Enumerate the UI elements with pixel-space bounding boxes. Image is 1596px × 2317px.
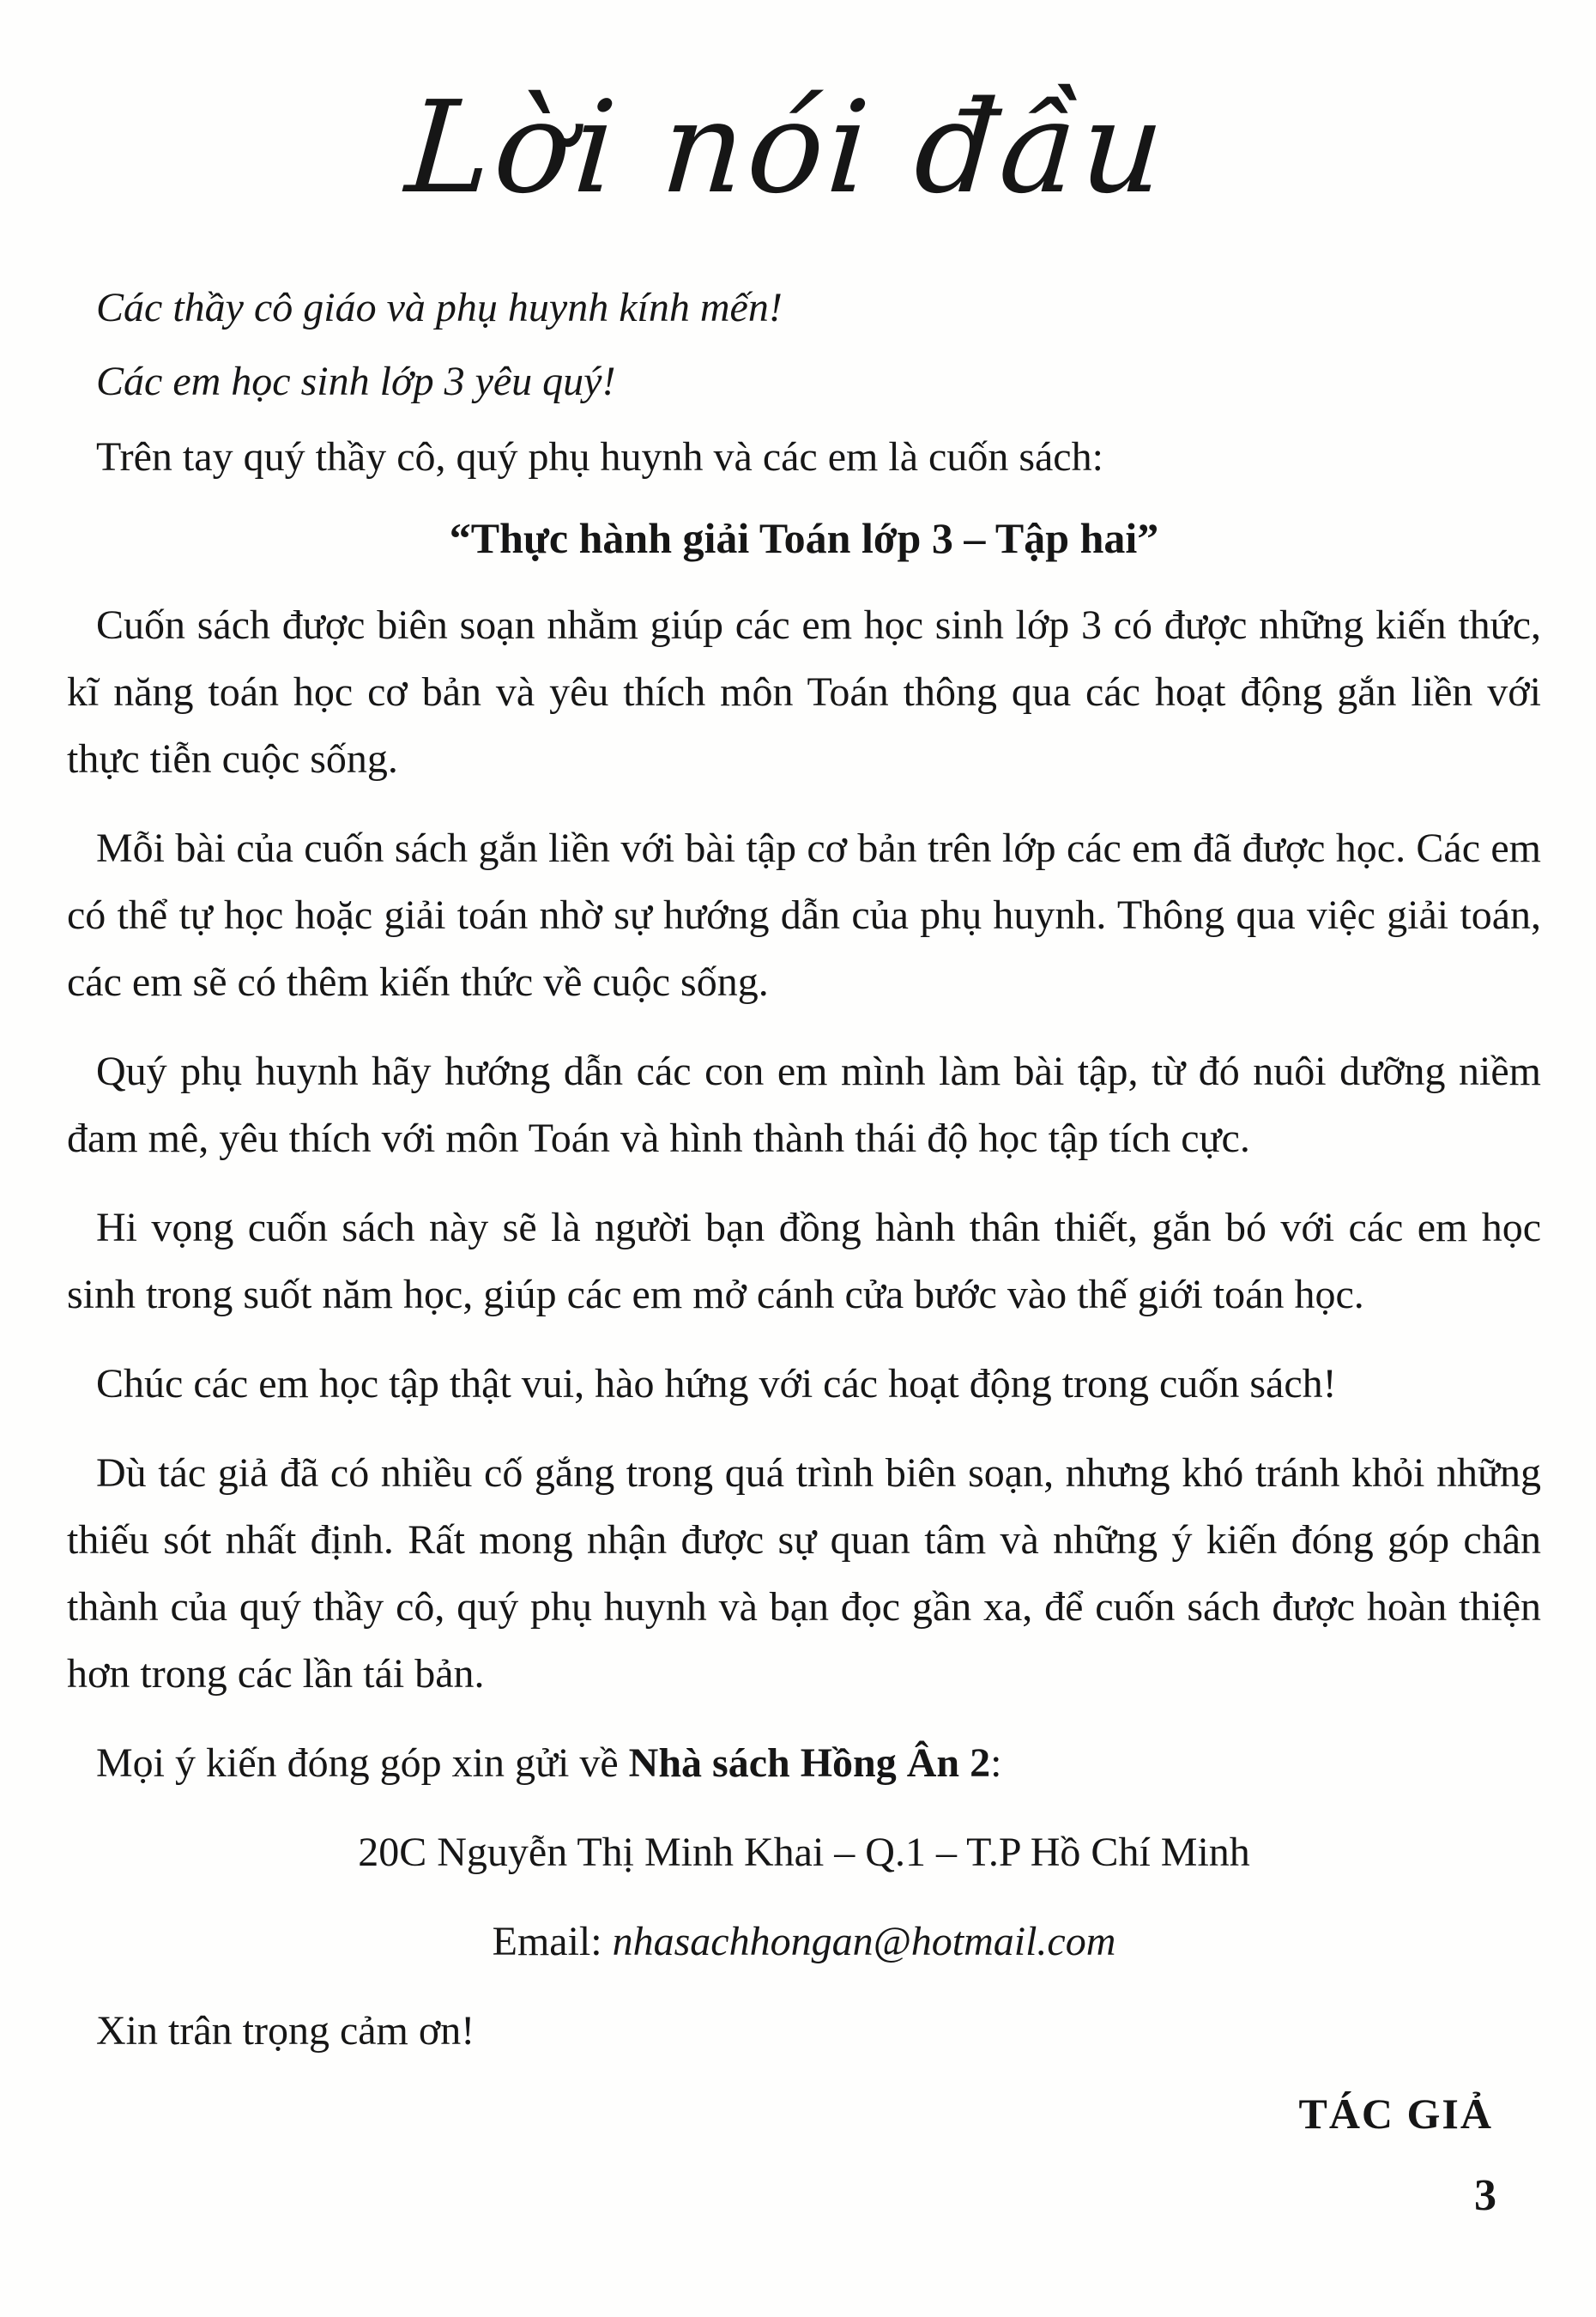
paragraph-parents-guide: Quý phụ huynh hãy hướng dẫn các con em mình làm bài tập, từ đó nuôi dưỡng niềm đam mê, yêu thích với môn Toán và hình thành thái độ học tập tích cực. — [67, 1049, 1541, 1162]
address-line: 20C Nguyễn Thị Minh Khai – Q.1 – T.P Hồ Chí Minh — [358, 1830, 1250, 1876]
email-label: Email: — [492, 1919, 613, 1965]
greeting-line-1: Các thầy cô giáo và phụ huynh kính mến! — [96, 285, 783, 331]
store-name: Nhà sách Hồng Ân 2 — [628, 1740, 991, 1787]
paragraph-feedback-request: Dù tác giả đã có nhiều cố gắng trong quá trình biên soạn, nhưng khó tránh khỏi những thiếu sót nhất định. Rất mong nhận được sự quan tâm và những ý kiến đóng góp chân thành của quý thầy cô, quý phụ huynh và bạn đọc gần xa, để cuốn sách được hoàn thiện hơn trong các lần tái bản. — [67, 1450, 1541, 1697]
thanks-line: Xin trân trọng cảm ơn! — [96, 2008, 475, 2054]
page-title: Lời nói đầu — [402, 74, 1172, 221]
author-signature: TÁC GIẢ — [1298, 2090, 1493, 2139]
contact-line — [67, 1730, 1541, 1797]
email-address: nhasachhongan@hotmail.com — [612, 1919, 1116, 1965]
paragraph-companion-hope: Hi vọng cuốn sách này sẽ là người bạn đồng hành thân thiết, gắn bó với các em học sinh trong suốt năm học, giúp các em mở cánh cửa bước vào thế giới toán học. — [67, 1205, 1541, 1318]
paragraph-wish-fun: Chúc các em học tập thật vui, hào hứng với các hoạt động trong cuốn sách! — [96, 1361, 1337, 1407]
contact-suffix: : — [990, 1740, 1002, 1787]
paragraph-about-book: Cuốn sách được biên soạn nhằm giúp các em học sinh lớp 3 có được những kiến thức, kĩ năng toán học cơ bản và yêu thích môn Toán thông qua các hoạt động gắn liền với thực tiễn cuộc sống. — [67, 602, 1541, 783]
book-title-line: “Thực hành giải Toán lớp 3 – Tập hai” — [449, 514, 1159, 563]
intro-line: Trên tay quý thầy cô, quý phụ huynh và các em là cuốn sách: — [96, 434, 1103, 481]
paragraph-each-lesson: Mỗi bài của cuốn sách gắn liền với bài tập cơ bản trên lớp các em đã được học. Các em có thể tự học hoặc giải toán nhờ sự hướng dẫn của phụ huynh. Thông qua việc giải toán, các em sẽ có thêm kiến thức về cuộc sống. — [67, 826, 1541, 1006]
page-number: 3 — [1474, 2171, 1496, 2220]
email-line — [67, 1909, 1541, 1975]
contact-prefix: Mọi ý kiến đóng góp xin gửi về — [96, 1740, 629, 1787]
greeting-line-2: Các em học sinh lớp 3 yêu quý! — [96, 359, 616, 405]
